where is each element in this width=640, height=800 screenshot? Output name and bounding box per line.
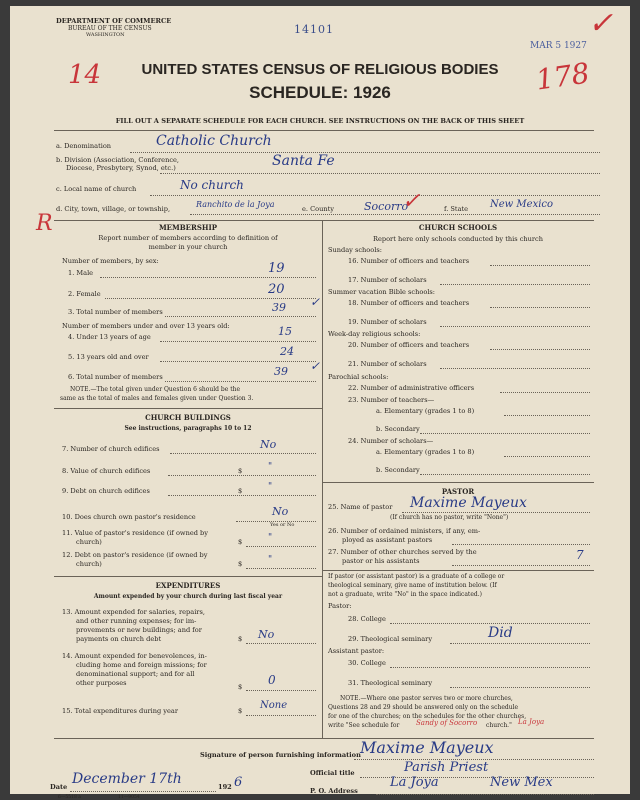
expenditures-sub: Amount expended by your church during last fiscal year (93, 593, 283, 600)
rule (160, 361, 316, 362)
pastor-note-4: write "See schedule for (328, 722, 400, 729)
division-label-2: Diocese, Presbytery, Synod, etc.) (66, 164, 176, 172)
parochial-label: Parochial schools: (328, 373, 389, 381)
pastor-sub-label: Pastor: (328, 602, 352, 610)
q11-label-1: 11. Value of pastor's residence (if owned by (62, 529, 208, 537)
pastor-heading: PASTOR (441, 487, 475, 496)
form-title: UNITED STATES CENSUS OF RELIGIOUS BODIES (141, 61, 499, 78)
county-value: Socorro (364, 200, 409, 213)
q12-label-2: church) (76, 560, 102, 568)
rule (390, 623, 590, 624)
rule (402, 512, 590, 513)
rule (54, 130, 594, 131)
signature-label: Signature of person furnishing information (200, 751, 361, 759)
rule (490, 265, 590, 266)
pastor-note-2: Questions 28 and 29 should be answered only on the schedule (328, 704, 519, 711)
college-note-2: theological seminary, give name of institution below. (If (328, 582, 497, 589)
date-year: 192 (218, 783, 232, 791)
margin-mark-left: 14 (68, 60, 102, 90)
rule (70, 791, 216, 792)
pastor-note-4-end: church." (486, 722, 512, 729)
membership-heading: MEMBERSHIP (158, 223, 218, 232)
rule (440, 284, 590, 285)
rule (160, 173, 600, 174)
q9-label: 9. Debt on church edifices (62, 487, 150, 495)
q3-label: 3. Total number of members (68, 308, 163, 316)
q21-label: 21. Number of scholars (348, 360, 427, 368)
state-value: New Mexico (490, 199, 554, 210)
q27-label-1: 27. Number of other churches served by the (328, 548, 477, 556)
city-town-value: Ranchito de la Joya (196, 200, 275, 209)
q4-value: 15 (278, 325, 292, 338)
q10-value: No (272, 505, 289, 518)
q13-label-2: and other running expenses; for im- (76, 617, 197, 625)
date-value: December 17th (72, 771, 182, 787)
rule (130, 152, 600, 153)
pastor-note-1: NOTE.—Where one pastor serves two or more churches, (340, 695, 513, 702)
schedule-title: SCHEDULE: 1926 (249, 83, 391, 102)
q3-value: 39 (272, 301, 286, 314)
q1-label: 1. Male (68, 269, 94, 277)
membership-intro-1: Report number of members according to definition of (98, 234, 278, 242)
rule (440, 368, 590, 369)
dollar-sign: $ (238, 683, 243, 691)
local-name-label: c. Local name of church (56, 185, 137, 193)
q31-label: 31. Theological seminary (348, 679, 433, 687)
rule (490, 307, 590, 308)
dollar-sign: $ (238, 487, 243, 495)
buildings-heading: CHURCH BUILDINGS (145, 413, 231, 422)
division-label-1: b. Division (Association, Conference, (56, 156, 180, 164)
age-intro: Number of members under and over 13 years old: (62, 322, 230, 330)
rule (420, 474, 590, 475)
state-label: f. State (444, 205, 469, 213)
rule (246, 643, 316, 644)
rule (490, 349, 590, 350)
q19-label: 19. Number of scholars (348, 318, 427, 326)
rule (54, 738, 594, 739)
schools-intro: Report here only schools conducted by this church (373, 235, 543, 243)
q6-label: 6. Total number of members (68, 373, 163, 381)
rule (246, 546, 316, 547)
q2-value: 20 (268, 282, 285, 297)
q13-label-4: payments on church debt (76, 635, 162, 643)
rule (504, 456, 590, 457)
rule (54, 220, 594, 221)
q10-label: 10. Does church own pastor's residence (62, 513, 196, 521)
check-mark-icon: ✓ (402, 189, 421, 214)
membership-note-1: NOTE.—The total given under Question 6 should be the (70, 386, 241, 393)
q17-label: 17. Number of scholars (348, 276, 427, 284)
q29-value: Did (488, 625, 513, 641)
sunday-label: Sunday schools: (328, 246, 382, 254)
q8-label: 8. Value of church edifices (62, 467, 151, 475)
q13-label-3: provements or new buildings; and for (76, 626, 202, 634)
department-label: DEPARTMENT OF COMMERCE (56, 17, 172, 25)
rule (54, 576, 322, 577)
q11-label-2: church) (76, 538, 102, 546)
q5-value: 24 (280, 345, 294, 358)
membership-intro-2: member in your church (148, 243, 228, 251)
rule (150, 195, 600, 196)
q26-label-2: ployed as assistant pastors (342, 536, 433, 544)
rule (450, 687, 590, 688)
check-mark-icon: ✓ (310, 295, 321, 309)
rule (246, 568, 316, 569)
official-title-value: Parish Priest (404, 760, 489, 775)
q26-label-1: 26. Number of ordained ministers, if any, em- (328, 527, 481, 535)
q4-label: 4. Under 13 years of age (68, 333, 151, 341)
q24b-label: b. Secondary (376, 466, 420, 474)
rule (504, 415, 590, 416)
q24-label: 24. Number of scholars— (348, 437, 434, 445)
q25-label: 25. Name of pastor (328, 503, 393, 511)
rule (165, 381, 316, 382)
schools-heading: CHURCH SCHOOLS (418, 223, 498, 232)
bureau-label: BUREAU OF THE CENSUS (68, 25, 152, 32)
rule (440, 326, 590, 327)
q23-label: 23. Number of teachers— (348, 396, 435, 404)
q24a-label: a. Elementary (grades 1 to 8) (376, 448, 475, 456)
dollar-sign: $ (238, 635, 243, 643)
dollar-sign: $ (238, 560, 243, 568)
margin-mark-right: 178 (533, 56, 592, 97)
census-schedule-sheet (10, 6, 630, 800)
q29-label: 29. Theological seminary (348, 635, 433, 643)
q23a-label: a. Elementary (grades 1 to 8) (376, 407, 475, 415)
city-label: WASHINGTON (86, 32, 125, 38)
pastor-note-3: for one of the churches; on the schedules for the other churches, (328, 713, 527, 720)
q5-label: 5. 13 years old and over (68, 353, 149, 361)
q15-label: 15. Total expenditures during year (62, 707, 178, 715)
rule (190, 214, 600, 215)
po-address-label: P. O. Address (310, 787, 358, 795)
q14-label-4: other purposes (76, 679, 127, 687)
rule (100, 277, 316, 278)
college-note-1: If pastor (or assistant pastor) is a graduate of a college or (328, 573, 505, 580)
by-sex-label: Number of members, by sex: (62, 257, 159, 265)
q27-label-2: pastor or his assistants (342, 557, 420, 565)
form-number-footer: 6—5518 a (58, 795, 81, 800)
q12-label-1: 12. Debt on pastor's residence (if owned by (62, 551, 208, 559)
date-label: Date (50, 783, 68, 791)
instruction-line: FILL OUT A SEPARATE SCHEDULE FOR EACH CHURCH. SEE INSTRUCTIONS ON THE BACK OF THIS SHEET (115, 117, 525, 125)
rule (450, 643, 590, 644)
pastor-note-hw: Sandy of Socorro (416, 719, 478, 727)
pastor-note-tail: La Joya (518, 718, 545, 726)
rule (246, 715, 316, 716)
q18-label: 18. Number of officers and teachers (348, 299, 470, 307)
q12-value: " (268, 555, 273, 565)
check-mark-icon: ✓ (588, 6, 614, 41)
membership-note-2: same as the total of males and females given under Question 3. (60, 395, 254, 402)
county-label: e. County (302, 205, 334, 213)
rule (165, 316, 316, 317)
weekday-label: Week-day religious schools: (328, 330, 421, 338)
rule (54, 408, 322, 409)
local-name-value: No church (180, 178, 244, 192)
q14-label-3: denominational support; and for all (76, 670, 195, 678)
rule (500, 392, 590, 393)
q30-label: 30. College (348, 659, 386, 667)
q23b-label: b. Secondary (376, 425, 420, 433)
q6-value: 39 (274, 365, 288, 378)
q20-label: 20. Number of officers and teachers (348, 341, 470, 349)
expenditures-heading: EXPENDITURES (155, 581, 221, 590)
column-divider (322, 220, 323, 738)
rule (246, 690, 316, 691)
dollar-sign: $ (238, 538, 243, 546)
signature-value: Maxime Mayeux (360, 738, 494, 757)
po-address-value-2: New Mex (490, 775, 553, 790)
q13-value: No (258, 628, 275, 641)
q15-value: None (260, 700, 288, 711)
check-mark-icon: ✓ (310, 359, 321, 373)
rule (168, 475, 316, 476)
q11-value: " (268, 533, 273, 543)
q25-value: Maxime Mayeux (410, 495, 527, 511)
q16-label: 16. Number of officers and teachers (348, 257, 470, 265)
rule (170, 453, 316, 454)
dollar-sign: $ (238, 467, 243, 475)
rule (322, 570, 594, 571)
rule (390, 667, 590, 668)
q22-label: 22. Number of administrative officers (348, 384, 475, 392)
q14-label-1: 14. Amount expended for benevolences, in- (62, 652, 207, 660)
q25-hint: (If church has no pastor, write "None") (390, 514, 509, 521)
form-number: 14101 (294, 23, 334, 36)
division-value: Santa Fe (272, 153, 335, 169)
rule (420, 433, 590, 434)
rule (168, 495, 316, 496)
official-title-label: Official title (310, 769, 355, 777)
rule (376, 794, 594, 795)
rule (160, 341, 316, 342)
margin-mark-r: R (36, 211, 53, 236)
q28-label: 28. College (348, 615, 386, 623)
q2-label: 2. Female (68, 290, 101, 298)
rule (322, 482, 594, 483)
denomination-label: a. Denomination (56, 142, 112, 150)
q1-value: 19 (268, 261, 285, 276)
q14-value: 0 (268, 673, 276, 687)
form-number-footer-2: 11—9054 (118, 795, 140, 800)
q13-label-1: 13. Amount expended for salaries, repairs, (62, 608, 205, 616)
q7-value: No (260, 438, 277, 451)
q10-hint: Yes or No (270, 522, 295, 528)
denomination-value: Catholic Church (156, 133, 272, 149)
city-town-label: d. City, town, village, or township, (56, 205, 171, 213)
q14-label-2: cluding home and foreign missions; for (76, 661, 207, 669)
dollar-sign: $ (238, 707, 243, 715)
q27-value: 7 (576, 548, 584, 562)
summer-label: Summer vacation Bible schools: (328, 288, 436, 296)
rule (105, 298, 316, 299)
q7-label: 7. Number of church edifices (62, 445, 160, 453)
assistant-label: Assistant pastor: (328, 647, 385, 655)
q8-value: " (268, 462, 273, 472)
po-address-value: La Joya (390, 775, 439, 790)
q9-value: " (268, 482, 273, 492)
received-stamp: MAR 5 1927 (530, 41, 587, 51)
college-note-3: not a graduate, write "No" in the space indicated.) (328, 591, 482, 598)
rule (452, 544, 590, 545)
buildings-sub: See instructions, paragraphs 10 to 12 (124, 425, 252, 432)
rule (452, 565, 590, 566)
date-year-hw: 6 (234, 775, 243, 790)
